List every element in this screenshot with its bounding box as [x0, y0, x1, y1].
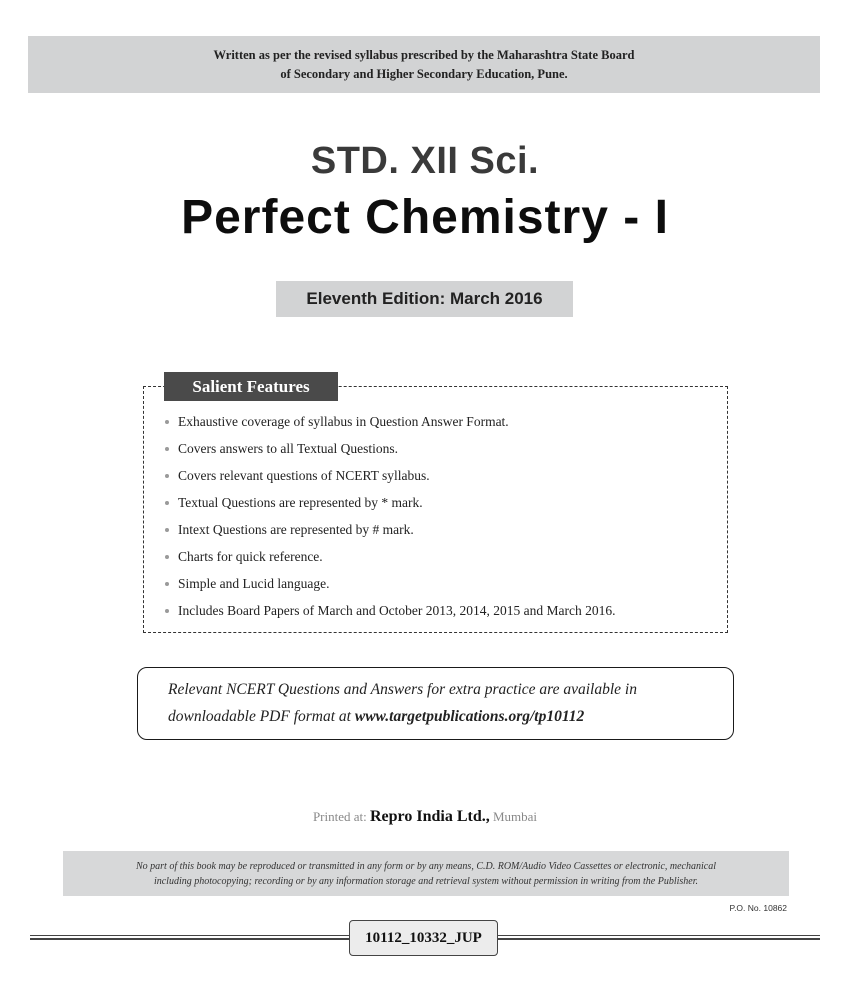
list-item: Exhaustive coverage of syllabus in Question Answer Format. — [165, 408, 720, 435]
salient-features-list — [165, 408, 720, 624]
standard-title: STD. XII Sci. — [310, 140, 540, 182]
bullet-icon — [165, 474, 169, 478]
bullet-icon — [165, 501, 169, 505]
list-item: Simple and Lucid language. — [165, 570, 720, 597]
ncert-note-line-2: downloadable PDF format at www.targetpublications.org/tp10112 — [168, 708, 585, 725]
syllabus-banner — [28, 36, 820, 93]
list-item: Covers answers to all Textual Questions. — [165, 435, 720, 462]
printed-at — [0, 808, 850, 826]
ncert-pdf-link[interactable]: www.targetpublications.org/tp10112 — [354, 708, 585, 725]
ncert-note-box — [137, 667, 734, 740]
po-number: P.O. No. 10862 — [729, 903, 787, 913]
bullet-icon — [165, 609, 169, 613]
copyright-line-1: No part of this book may be reproduced or transmitted in any form or by any means, C.D. ROM/Audio Video Cassettes or electronic, mechanical — [135, 860, 716, 872]
printer-city: Mumbai — [489, 809, 538, 824]
ncert-note-line-1: Relevant NCERT Questions and Answers for extra practice are available in — [168, 681, 637, 698]
printer-name: Repro India Ltd., — [370, 808, 490, 825]
bullet-icon — [165, 582, 169, 586]
printed-at-label: Printed at: — [312, 809, 370, 824]
list-item: Includes Board Papers of March and October 2013, 2014, 2015 and March 2016. — [165, 597, 720, 624]
banner-line-2: of Secondary and Higher Secondary Education, Pune. — [280, 66, 568, 81]
bullet-icon — [165, 447, 169, 451]
banner-line-1: Written as per the revised syllabus prescribed by the Maharashtra State Board — [213, 47, 635, 62]
list-item: Charts for quick reference. — [165, 543, 720, 570]
edition-label: Eleventh Edition: March 2016 — [276, 281, 573, 317]
bullet-icon — [165, 528, 169, 532]
footer-rule-left — [30, 935, 350, 940]
salient-features-heading: Salient Features — [164, 372, 338, 401]
footer-rule-right — [497, 935, 820, 940]
book-title: Perfect Chemistry - I — [181, 191, 669, 244]
list-item: Textual Questions are represented by * mark. — [165, 489, 720, 516]
bullet-icon — [165, 555, 169, 559]
copyright-line-2: including photocopying; recording or by any information storage and retrieval system without permission in writing from the Publisher. — [153, 875, 699, 887]
list-item: Covers relevant questions of NCERT syllabus. — [165, 462, 720, 489]
book-code: 10112_10332_JUP — [349, 920, 498, 956]
copyright-notice — [63, 851, 789, 896]
bullet-icon — [165, 420, 169, 424]
list-item: Intext Questions are represented by # mark. — [165, 516, 720, 543]
